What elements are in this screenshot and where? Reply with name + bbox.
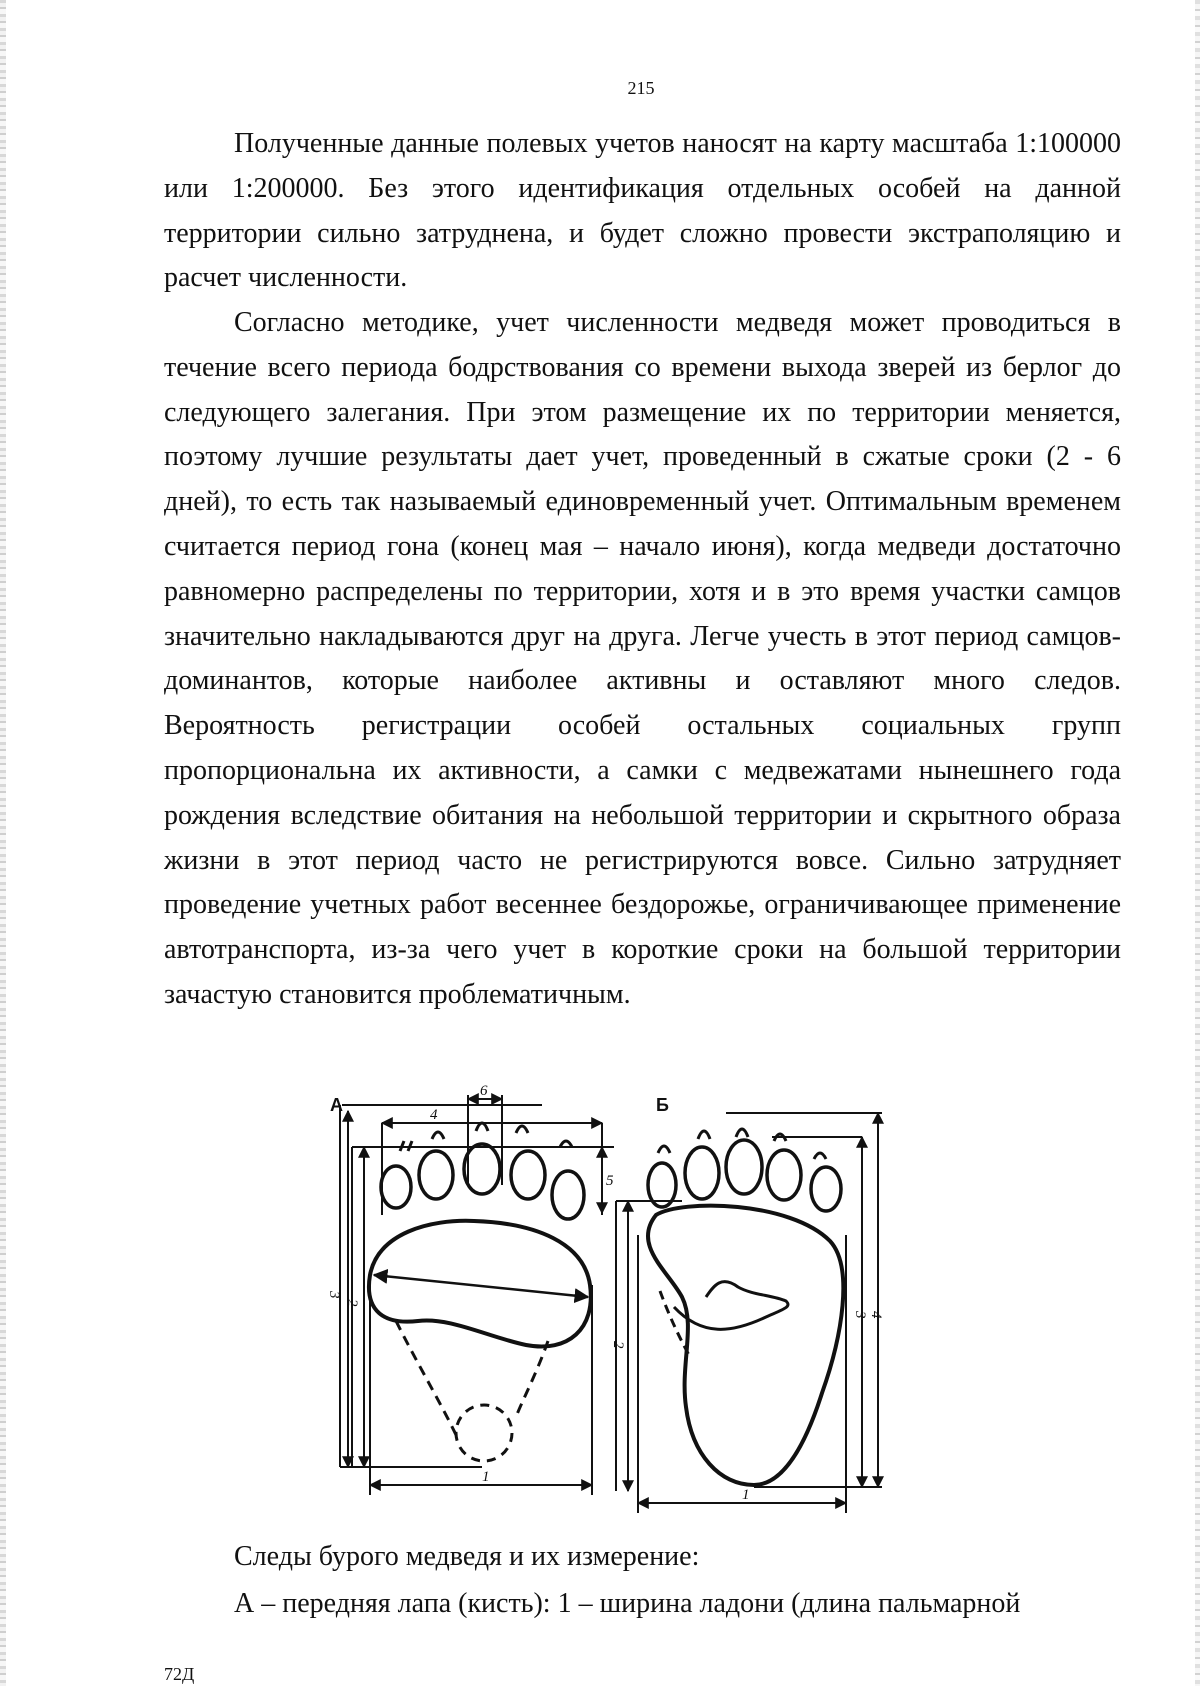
caption-front-paw-description: А – передняя лапа (кисть): 1 – ширина ладони (длина пальмарной — [234, 1588, 1021, 1619]
paragraph-map-scale: Полученные данные полевых учетов наносят на карту масштаба 1:100000 или 1:200000. Без этого идентификация отдельных особей на данной территории сильно затруднена, и будет сложно провести экстраполяцию и расчет численности. — [164, 128, 1121, 294]
figure-caption: Следы бурого медведя и их измерение: — [234, 1541, 700, 1572]
paragraph-methodology: Согласно методике, учет численности медведя может проводиться в течение всего периода бодрствования со времени выхода зверей из берлог до следующего залегания. При этом размещение их по территории меняется, поэтому лучшие результаты дает учет, проведенный в сжатые сроки (2 - 6 дней), то есть так называемый единовременный учет. Оптимальным временем считается период гона (конец мая – начало июня), когда медведи достаточно равномерно распределены по территории, хотя и в это время участки самцов значительно накладываются друг на друга. Легче учесть в этот период самцов-доминантов, которые наиболее активны и оставляют много следов. Вероятность регистрации особей остальных социальных групп пропорциональна их активности, а самки с медвежатами нынешнего года рождения вследствие обитания на небольшой территории и скрытного образа жизни в этот период часто не регистрируются вовсе. Сильно затрудняет проведение учетных работ весеннее бездорожье, ограничивающее применение автотранспорта, из-за чего учет в короткие сроки на большой территории зачастую становится проблематичным. — [164, 307, 1121, 1010]
measure-a5-label: 5 — [606, 1173, 614, 1189]
bear-tracks-drawing — [322, 1075, 942, 1535]
scan-edge-right — [1195, 0, 1200, 1686]
measure-b3-label: 3 — [852, 1311, 868, 1319]
measure-a4-label: 4 — [430, 1107, 438, 1123]
measure-a1-label: 1 — [482, 1469, 490, 1485]
measure-a6-label: 6 — [480, 1083, 488, 1099]
bear-tracks-figure — [322, 1075, 942, 1535]
front-paw-track — [326, 1083, 614, 1495]
footer-signature-mark: 72Д — [164, 1664, 195, 1684]
panel-a-label: А — [330, 1095, 343, 1115]
panel-b-label: Б — [656, 1095, 669, 1115]
measure-a2-label: 2 — [344, 1299, 360, 1307]
scan-edge-left — [0, 0, 6, 1686]
page-number: 215 — [627, 78, 655, 98]
measure-a3-label: 3 — [326, 1291, 342, 1299]
measure-b2-label: 2 — [610, 1341, 626, 1349]
hind-paw-track — [610, 1095, 884, 1513]
measure-b4-label: 4 — [868, 1311, 884, 1319]
measure-b1-label: 1 — [742, 1487, 750, 1503]
